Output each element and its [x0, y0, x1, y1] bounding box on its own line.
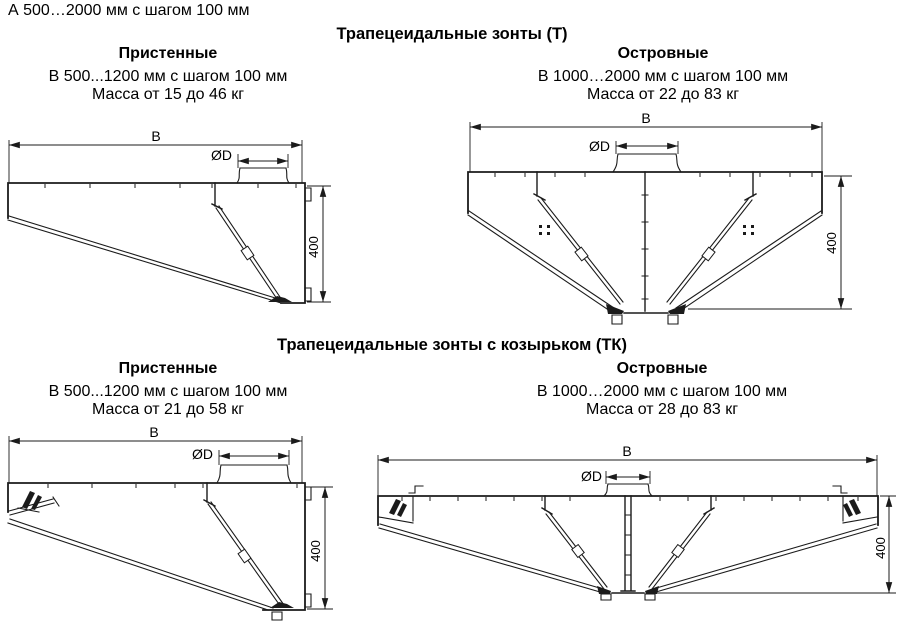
- hood-outline: [8, 483, 305, 610]
- rivet-ticks: [48, 485, 297, 488]
- height-dimension-label: 400: [306, 236, 321, 258]
- duct-collar: [613, 154, 681, 172]
- width-dimension-label: B: [641, 110, 651, 126]
- size-line-island-t: В 1000…2000 мм с шагом 100 мм: [537, 68, 789, 85]
- diameter-extension-lines: [616, 141, 678, 154]
- bottom-foot-boxes: [601, 594, 655, 600]
- size-line-island-tk: В 1000…2000 мм с шагом 100 мм: [536, 383, 788, 400]
- width-extension-lines: [378, 455, 877, 496]
- diameter-extension-lines: [219, 450, 289, 465]
- canopy-panel-right: [676, 211, 822, 311]
- duct-collar: [217, 465, 291, 483]
- duct-collar: [237, 168, 289, 183]
- canopy-panel: [8, 216, 285, 303]
- bottom-foot-boxes: [612, 315, 678, 324]
- canopy-panel-left: [379, 524, 603, 592]
- filter-hanger: [212, 183, 222, 209]
- size-range-note: А 500…2000 мм с шагом 100 мм: [8, 2, 250, 19]
- height-extension-lines: [656, 496, 896, 593]
- drawing-island-tk: [378, 443, 896, 600]
- width-dimension-label: B: [149, 424, 159, 440]
- subtitle-island-t: Островные: [617, 45, 709, 62]
- perforation-dots: [539, 225, 754, 235]
- filter-hanger-right: [745, 172, 756, 200]
- rivet-ticks: [495, 174, 812, 177]
- mass-line-island-tk: Масса от 28 до 83 кг: [585, 401, 739, 418]
- subtitle-wall-t: Пристенные: [118, 45, 218, 62]
- visor-grease-cup-left: [389, 499, 407, 517]
- mass-line-wall-t: Масса от 15 до 46 кг: [91, 86, 245, 103]
- mass-line-wall-tk: Масса от 21 до 58 кг: [91, 401, 245, 418]
- visor-grease-cup-right: [843, 499, 861, 517]
- diameter-dimension-label: ØD: [192, 446, 213, 462]
- height-dimension-label: 400: [824, 232, 839, 254]
- filter-hanger: [204, 483, 215, 506]
- canopy-panel-right: [653, 524, 877, 592]
- size-line-wall-t: В 500...1200 мм с шагом 100 мм: [48, 68, 288, 85]
- section-title-tk: Трапецеидальные зонты с козырьком (ТК): [276, 336, 628, 354]
- block-wall-tk: [49, 360, 288, 419]
- size-line-wall-tk: В 500...1200 мм с шагом 100 мм: [48, 383, 288, 400]
- rivet-ticks: [402, 498, 858, 501]
- width-extension-lines: [9, 436, 302, 483]
- block-island-tk: [537, 360, 787, 419]
- drawing-wall-t: [8, 128, 331, 303]
- filter-hanger-left: [542, 496, 552, 514]
- subtitle-wall-tk: Пристенные: [118, 360, 218, 377]
- drawing-island-t: [468, 110, 852, 324]
- width-dimension-label: B: [151, 128, 161, 144]
- hood-outline: [8, 183, 305, 303]
- diameter-dimension-label: ØD: [589, 138, 610, 154]
- subtitle-island-tk: Островные: [616, 360, 708, 377]
- block-wall-t: [49, 45, 288, 104]
- block-island-t: [538, 45, 788, 104]
- center-duct-column: [621, 496, 635, 591]
- height-dimension-label: 400: [308, 540, 323, 562]
- hood-outline: [378, 496, 878, 525]
- center-column-ticks: [626, 515, 630, 575]
- height-dimension-label: 400: [873, 537, 888, 559]
- diameter-dimension-label: ØD: [211, 147, 232, 163]
- width-dimension-label: B: [622, 443, 632, 459]
- bottom-foot-box: [272, 612, 282, 620]
- section-title-t: Трапецеидальные зонты (Т): [336, 25, 568, 43]
- filter-handle: [238, 549, 251, 563]
- rivet-ticks: [45, 185, 296, 188]
- drawing-wall-tk: [8, 424, 333, 620]
- duct-collar: [604, 484, 652, 496]
- filter-hanger-right: [704, 496, 714, 514]
- mass-line-island-t: Масса от 22 до 83 кг: [586, 86, 740, 103]
- width-extension-lines: [470, 122, 822, 172]
- diameter-dimension-label: ØD: [581, 468, 602, 484]
- corner-hooks: [409, 486, 847, 493]
- drain-detail: [270, 602, 294, 608]
- filter-hanger-left: [534, 172, 545, 200]
